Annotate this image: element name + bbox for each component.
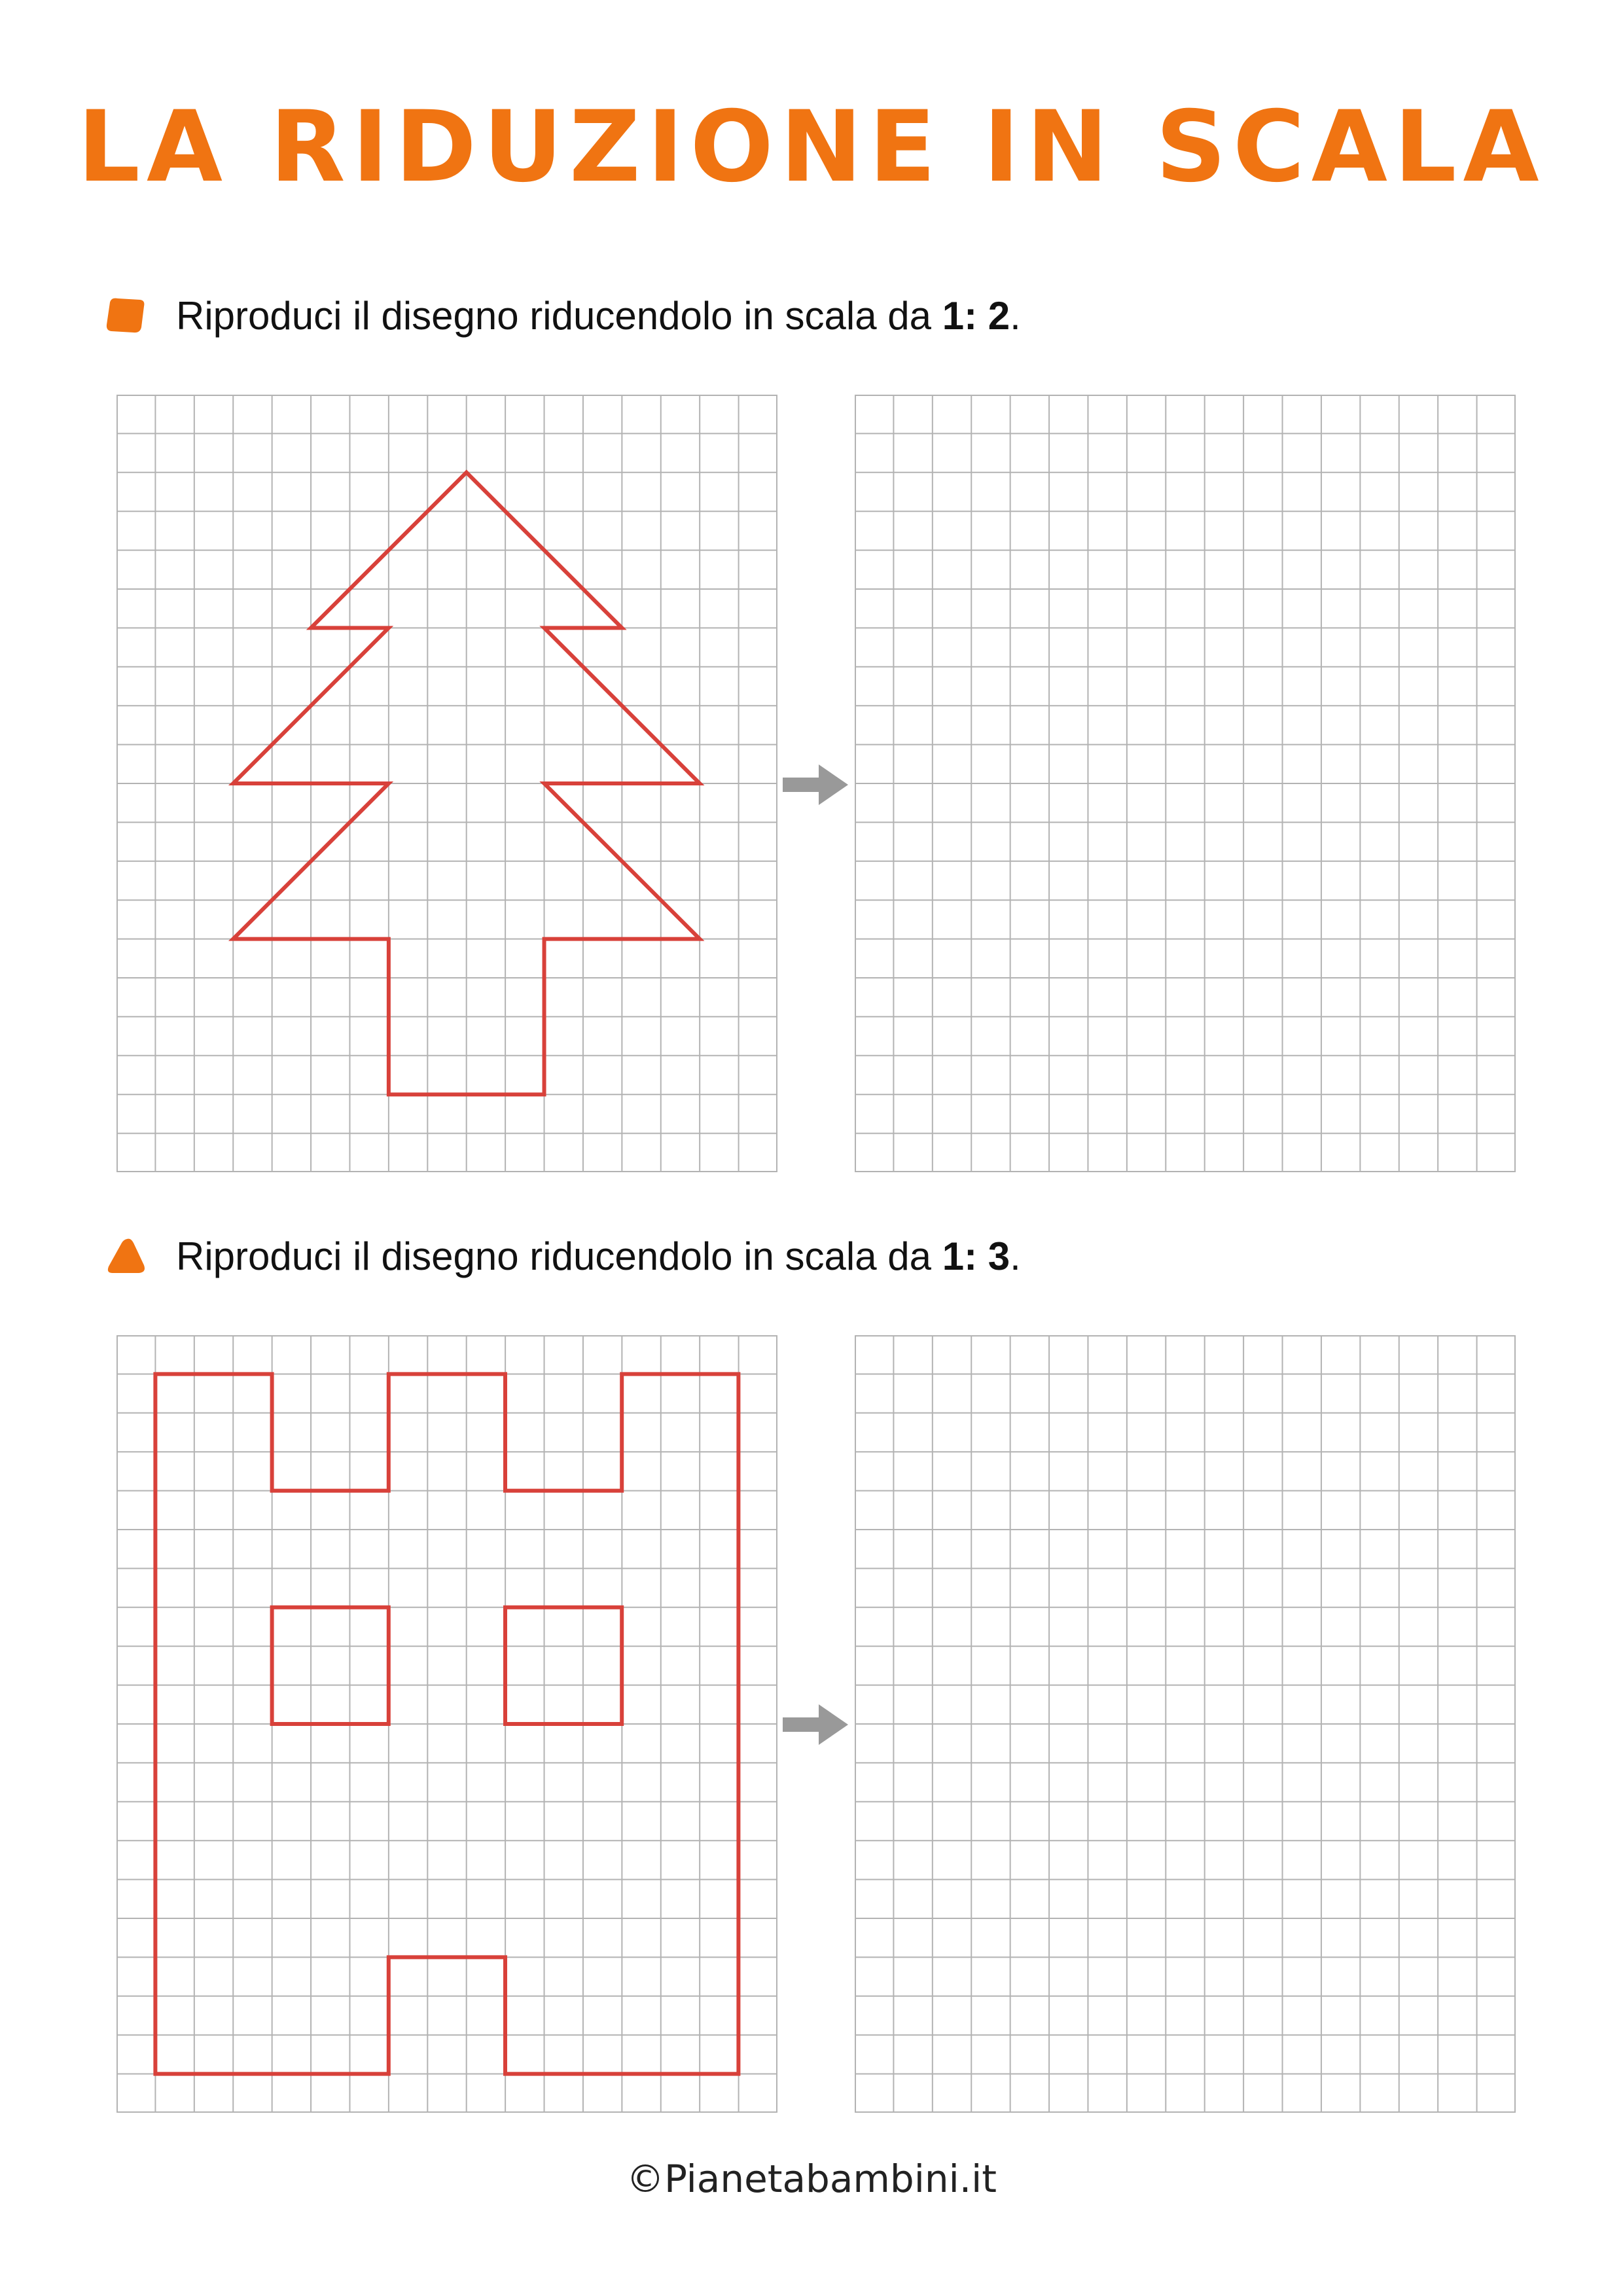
source-grid-2 xyxy=(116,1335,777,2113)
right-arrow-icon xyxy=(783,1704,848,1745)
grid-lines xyxy=(116,1335,777,2113)
footer-credit: ©Pianetabambini.it xyxy=(626,2157,997,2201)
answer-grid-2[interactable] xyxy=(855,1335,1516,2113)
left-window xyxy=(272,1607,389,1724)
exercise-1-instruction xyxy=(105,283,1021,348)
orange-rounded-triangle-icon xyxy=(105,1236,147,1276)
grid-lines xyxy=(855,1335,1516,2113)
answer-grid-1[interactable] xyxy=(855,395,1516,1172)
page-title: LA RIDUZIONE IN SCALA xyxy=(77,90,1546,204)
scale-ratio: 1: 3 xyxy=(942,1234,1010,1278)
instruction-suffix: . xyxy=(1010,293,1021,338)
instruction-text: Riproduci il disegno riducendolo in scala da xyxy=(176,293,942,338)
right-window xyxy=(505,1607,622,1724)
exercise-2-instruction xyxy=(105,1223,1021,1289)
source-grid-1 xyxy=(116,395,777,1172)
right-arrow-icon xyxy=(783,764,848,805)
orange-rounded-square-icon xyxy=(105,296,147,335)
grid-lines xyxy=(855,395,1516,1172)
instruction-text: Riproduci il disegno riducendolo in scala da xyxy=(176,1234,942,1278)
scale-ratio: 1: 2 xyxy=(942,293,1010,338)
instruction-suffix: . xyxy=(1010,1234,1021,1278)
